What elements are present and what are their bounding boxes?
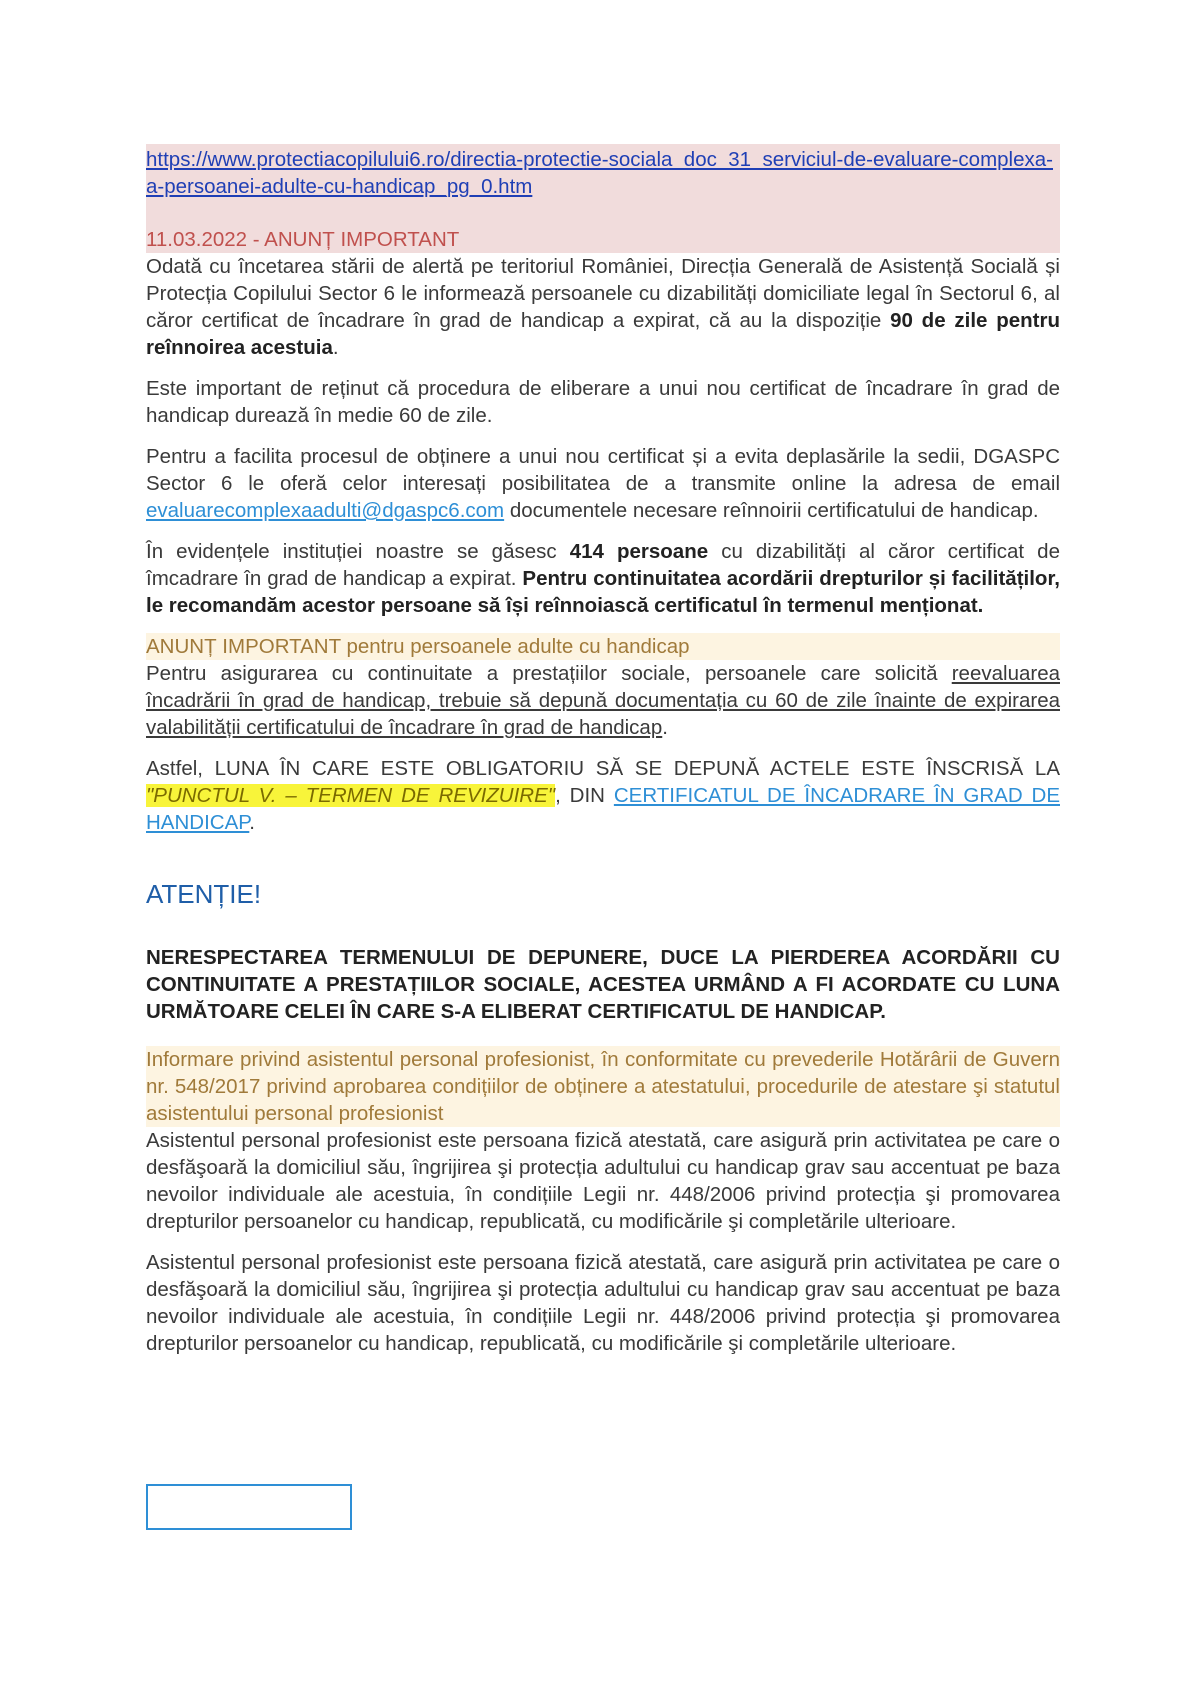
source-link[interactable]: https://www.protectiacopilului6.ro/directia-protectie-sociala_doc_31_serviciul-de-evaluare-complexa-a-persoanei-adulte-cu-handicap_pg_0.htm (146, 148, 1053, 198)
p4-mid: cu dizabilități al căror certificat de îmcadrare în grad de handicap a expirat. (146, 540, 1060, 590)
p1-end: . (332, 336, 339, 359)
adult-announcement-paragraph-2 (146, 755, 1060, 836)
a2-p1-text: Pentru asigurarea cu continuitate a prestațiilor sociale, persoanele care solicită (146, 662, 952, 685)
announcement-paragraph-1 (146, 253, 1060, 361)
p1-text: Odată cu încetarea stării de alertă pe teritoriul României, Direcția Generală de Asistență Socială și Protecția Copilului Sector 6 le informează persoanele cu dizabilități domiciliate legal în Sectorul 6, al căror certificat de încadrare în grad de handicap a expirat, că au la dispoziție (146, 255, 1060, 332)
attention-text: NERESPECTAREA TERMENULUI DE DEPUNERE, DUCE LA PIERDEREA ACORDĂRII CU CONTINUITATE A PRESTAȚIILOR SOCIALE, ACESTEA URMÂND A FI ACORDATE CU LUNA URMĂTOARE CELEI ÎN CARE S-A ELIBERAT CERTIFICATUL DE HANDICAP. (146, 946, 1060, 1023)
attention-heading: ATENȚIE! (146, 879, 262, 909)
announcement-paragraph-4 (146, 538, 1060, 619)
assistant-info-heading: Informare privind asistentul personal profesionist, în conformitate cu prevederile Hotărârii de Guvern nr. 548/2017 privind aprobarea condițiilor de obținere a atestatului, procedurile de atestare şi statutul asistentului personal profesionist (146, 1047, 1060, 1125)
email-link[interactable]: evaluarecomplexaadulti@dgaspc6.com (146, 499, 505, 522)
a2-p1-underlined: reevaluarea încadrării în grad de handicap, trebuie să depună documentația cu 60 de zile înainte de expirarea valabilității certificatului de încadrare în grad de handicap (146, 662, 1060, 739)
adult-announcement-paragraph-1 (146, 660, 1060, 741)
p3-end: documentele necesare reînnoirii certificatului de handicap. (504, 499, 1039, 522)
a2-p1-end: . (662, 716, 668, 739)
document-content (146, 144, 1060, 1357)
announcement-date-heading: 11.03.2022 - ANUNȚ IMPORTANT (146, 228, 460, 251)
a2-p2-mid: , DIN (555, 784, 614, 807)
announcement-paragraph-2: Este important de reținut că procedura de eliberare a unui nou certificat de încadrare în grad de handicap durează în medie 60 de zile. (146, 377, 1060, 427)
p4-bold-end: Pentru continuitatea acordării drepturilor și facilităților, le recomandăm acestor persoane să își reînnoiască certificatul în termenul menționat. (146, 567, 1060, 617)
adult-announcement-heading: ANUNȚ IMPORTANT pentru persoanele adulte cu handicap (146, 633, 1060, 660)
a2-p2-text: Astfel, LUNA ÎN CARE ESTE OBLIGATORIU SĂ SE DEPUNĂ ACTELE ESTE ÎNSCRISĂ LA (146, 757, 1060, 780)
p4-bold-count: 414 persoane (569, 540, 709, 563)
assistant-paragraph-1: Asistentul personal profesionist este persoana fizică atestată, care asigură prin activitatea pe care o desfăşoară la domiciliul său, îngrijirea şi protecția adultului cu handicap grav sau accentuat pe baza nevoilor individuale ale acestuia, în condițiile Legii nr. 448/2006 privind protecția şi promovarea drepturilor persoanelor cu handicap, republicată, cu modificările şi completările ulterioare. (146, 1128, 1060, 1233)
assistant-paragraph-2: Asistentul personal profesionist este persoana fizică atestată, care asigură prin activitatea pe care o desfăşoară la domiciliul său, îngrijirea şi protecția adultului cu handicap grav sau accentuat pe baza nevoilor individuale ale acestuia, în condițiile Legii nr. 448/2006 privind protecția şi promovarea drepturilor persoanelor cu handicap, republicată, cu modificările şi completările ulterioare. (146, 1250, 1060, 1355)
p1-bold: 90 de zile pentru reînnoirea acestuia (146, 309, 1060, 359)
highlighted-revision-term: "PUNCTUL V. – TERMEN DE REVIZUIRE" (146, 784, 556, 807)
a2-p2-end: . (249, 811, 255, 834)
announcement-header-block (146, 144, 1060, 253)
certificate-link[interactable]: CERTIFICATUL DE ÎNCADRARE ÎN GRAD DE HANDICAP (146, 784, 1060, 834)
announcement-paragraph-3 (146, 443, 1060, 524)
p3-text: Pentru a facilita procesul de obținere a unui nou certificat și a evita deplasările la sedii, DGASPC Sector 6 le oferă celor interesați posibilitatea de a transmite online la adresa de email (146, 445, 1060, 495)
p4-text: În evidențele instituției noastre se găsesc (146, 540, 570, 563)
empty-outlined-box (146, 1484, 352, 1530)
